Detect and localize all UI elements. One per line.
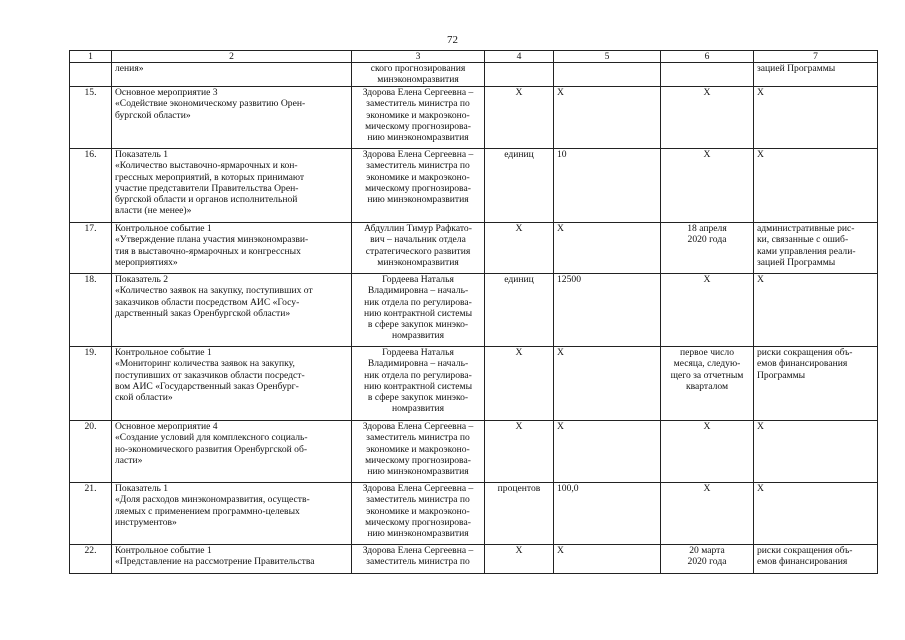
target-value-cell: [554, 223, 661, 274]
activity-name-cell: [112, 87, 352, 149]
unit-of-measure: Х: [515, 347, 523, 358]
activity-name-cell: [112, 149, 352, 223]
activity-name-cell: [112, 483, 352, 545]
unit-of-measure: единиц: [504, 149, 534, 160]
activity-name: ления»: [115, 63, 144, 74]
responsible-person: Абдуллин Тимур Рафкато- вич – начальник отдела стратегического развития минэкономразвития: [364, 223, 472, 268]
risks-cell: [754, 223, 878, 274]
deadline-cell: [661, 87, 754, 149]
unit-of-measure: процентов: [497, 483, 541, 494]
table-row: [70, 87, 878, 149]
row-number: 21.: [84, 483, 97, 494]
risks-cell: [754, 149, 878, 223]
responsible-person: Здорова Елена Сергеевна – заместитель министра по экономике и макроэконо- мическому прогнозирова- нию минэкономразвития: [362, 149, 474, 206]
responsible-person-cell: [352, 63, 485, 87]
risks: административные рис- ки, связанные с ошиб- ками управления реали- зацией Программы: [757, 223, 856, 268]
row-number-cell: [70, 274, 112, 347]
risks: Х: [757, 87, 764, 98]
row-number-cell: [70, 149, 112, 223]
table-row: [70, 545, 878, 574]
row-number: 15.: [84, 87, 97, 98]
target-value-cell: [554, 347, 661, 421]
unit-of-measure-cell: [485, 274, 554, 347]
unit-of-measure-cell: [485, 87, 554, 149]
risks: риски сокращения объ- емов финансирования Программы: [757, 347, 853, 381]
unit-of-measure-cell: [485, 347, 554, 421]
risks-cell: [754, 421, 878, 483]
activity-name: Показатель 1 «Количество выставочно-ярмарочных и кон- грессных мероприятий, в которых принимают участие представители Правительства Орен- бургской области и органов исполнительной власти (не менее)»: [115, 149, 305, 217]
risks-cell: [754, 87, 878, 149]
column-header: 1: [70, 51, 112, 63]
responsible-person: Здорова Елена Сергеевна – заместитель министра по экономике и макроэконо- мическому прогнозирова- нию минэкономразвития: [362, 421, 474, 478]
risks: риски сокращения объ- емов финансирования: [757, 545, 853, 568]
target-value-cell: [554, 149, 661, 223]
row-number: 18.: [84, 274, 97, 285]
activity-name: Основное мероприятие 3 «Содействие экономическому развитию Орен- бургской области»: [115, 87, 306, 121]
activity-name-cell: [112, 347, 352, 421]
row-number-cell: [70, 223, 112, 274]
responsible-person: Здорова Елена Сергеевна – заместитель министра по экономике и макроэконо- мическому прогнозирова- нию минэкономразвития: [362, 87, 474, 144]
risks-cell: [754, 274, 878, 347]
column-header: 2: [112, 51, 352, 63]
table-row: [70, 274, 878, 347]
activity-name: Контрольное событие 1 «Представление на рассмотрение Правительства: [115, 545, 315, 568]
responsible-person: Гордеева Наталья Владимировна – началь- ник отдела по регулирова- нию контрактной системы в сфере закупок минэко- номразвития: [363, 274, 473, 342]
target-value: Х: [557, 545, 564, 556]
column-header: 6: [661, 51, 754, 63]
row-number: 22.: [84, 545, 97, 556]
row-number: 20.: [84, 421, 97, 432]
row-number-cell: [70, 87, 112, 149]
unit-of-measure-cell: [485, 223, 554, 274]
deadline: Х: [703, 149, 711, 160]
row-number-cell: [70, 63, 112, 87]
target-value-cell: [554, 87, 661, 149]
unit-of-measure-cell: [485, 149, 554, 223]
unit-of-measure-cell: [485, 545, 554, 574]
deadline: первое число месяца, следую- щего за отчетным кварталом: [670, 347, 744, 392]
activity-name-cell: [112, 63, 352, 87]
row-number-cell: [70, 545, 112, 574]
unit-of-measure-cell: [485, 483, 554, 545]
deadline-cell: [661, 63, 754, 87]
activity-name: Контрольное событие 1 «Мониторинг количества заявок на закупку, поступивших от заказчиков области посредст- вом АИС «Государственный заказ Оренбург- ской области»: [115, 347, 305, 404]
target-value-cell: [554, 421, 661, 483]
table-row: [70, 223, 878, 274]
activity-name-cell: [112, 545, 352, 574]
activity-name: Показатель 2 «Количество заявок на закупку, поступивших от заказчиков области посредством АИС «Госу- дарственный заказ Оренбургской области»: [115, 274, 313, 319]
responsible-person: Здорова Елена Сергеевна – заместитель министра по экономике и макроэконо- мическому прогнозирова- нию минэкономразвития: [362, 483, 474, 540]
target-value: Х: [557, 223, 564, 234]
responsible-person-cell: [352, 483, 485, 545]
responsible-person-cell: [352, 149, 485, 223]
program-table: [69, 50, 878, 574]
responsible-person: Здорова Елена Сергеевна – заместитель министра по: [362, 545, 474, 568]
target-value: 100,0: [557, 483, 579, 494]
responsible-person-cell: [352, 421, 485, 483]
table-row: [70, 63, 878, 87]
target-value: Х: [557, 421, 564, 432]
unit-of-measure: единиц: [504, 274, 534, 285]
table-row: [70, 347, 878, 421]
row-number-cell: [70, 421, 112, 483]
target-value: Х: [557, 347, 564, 358]
deadline-cell: [661, 421, 754, 483]
risks: Х: [757, 483, 764, 494]
deadline: Х: [703, 483, 711, 494]
responsible-person-cell: [352, 274, 485, 347]
risks-cell: [754, 545, 878, 574]
risks: Х: [757, 421, 764, 432]
unit-of-measure: Х: [515, 223, 523, 234]
target-value: 12500: [557, 274, 581, 285]
deadline: 18 апреля 2020 года: [687, 223, 727, 246]
row-number-cell: [70, 483, 112, 545]
deadline-cell: [661, 545, 754, 574]
activity-name-cell: [112, 274, 352, 347]
activity-name-cell: [112, 421, 352, 483]
deadline-cell: [661, 483, 754, 545]
deadline: Х: [703, 87, 711, 98]
risks: зацией Программы: [757, 63, 836, 74]
target-value: 10: [557, 149, 567, 160]
target-value-cell: [554, 63, 661, 87]
deadline-cell: [661, 347, 754, 421]
row-number-cell: [70, 347, 112, 421]
column-header: 4: [485, 51, 554, 63]
responsible-person-cell: [352, 545, 485, 574]
unit-of-measure-cell: [485, 421, 554, 483]
responsible-person-cell: [352, 347, 485, 421]
activity-name: Основное мероприятие 4 «Создание условий для комплексного социаль- но-экономического развития Оренбургской об- ласти»: [115, 421, 308, 466]
risks: Х: [757, 149, 764, 160]
column-header: 3: [352, 51, 485, 63]
deadline: Х: [703, 274, 711, 285]
deadline-cell: [661, 223, 754, 274]
column-header: 5: [554, 51, 661, 63]
deadline-cell: [661, 149, 754, 223]
row-number: 16.: [84, 149, 97, 160]
risks: Х: [757, 274, 764, 285]
deadline: 20 марта 2020 года: [687, 545, 727, 568]
page-number: 72: [447, 34, 458, 46]
activity-name: Показатель 1 «Доля расходов минэкономразвития, осуществ- ляемых с применением программно-целевых инструментов»: [115, 483, 310, 528]
responsible-person: Гордеева Наталья Владимировна – началь- ник отдела по регулирова- нию контрактной системы в сфере закупок минэко- номразвития: [363, 347, 473, 415]
responsible-person-cell: [352, 87, 485, 149]
table-row: [70, 483, 878, 545]
unit-of-measure: Х: [515, 545, 523, 556]
row-number: 19.: [84, 347, 97, 358]
unit-of-measure-cell: [485, 63, 554, 87]
column-numbers-row: [70, 51, 878, 63]
risks-cell: [754, 63, 878, 87]
target-value-cell: [554, 274, 661, 347]
target-value: Х: [557, 87, 564, 98]
risks-cell: [754, 347, 878, 421]
risks-cell: [754, 483, 878, 545]
row-number: 17.: [84, 223, 97, 234]
activity-name: Контрольное событие 1 «Утверждение плана участия минэкономразви- тия в выставочно-ярмарочных и конгрессных мероприятиях»: [115, 223, 309, 268]
table-row: [70, 421, 878, 483]
responsible-person-cell: [352, 223, 485, 274]
unit-of-measure: Х: [515, 421, 523, 432]
responsible-person: ского прогнозирования минэкономразвития: [370, 63, 466, 86]
column-header: 7: [754, 51, 878, 63]
deadline: Х: [703, 421, 711, 432]
unit-of-measure: Х: [515, 87, 523, 98]
deadline-cell: [661, 274, 754, 347]
activity-name-cell: [112, 223, 352, 274]
target-value-cell: [554, 545, 661, 574]
table-row: [70, 149, 878, 223]
target-value-cell: [554, 483, 661, 545]
